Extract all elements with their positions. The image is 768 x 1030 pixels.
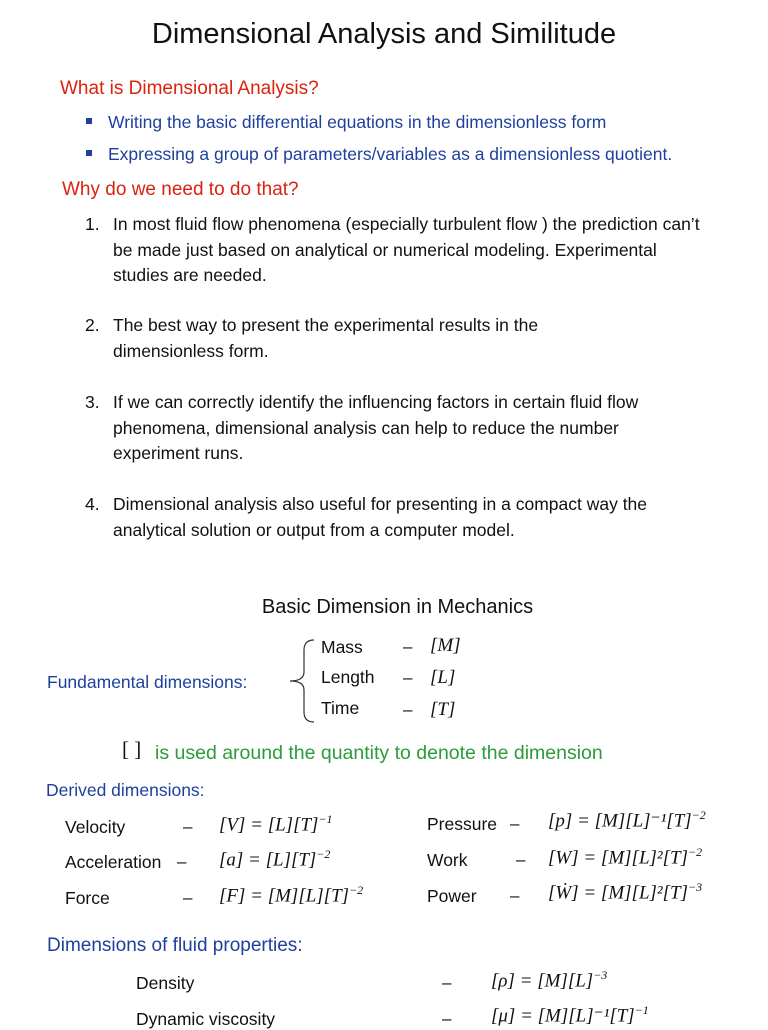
fundamental-name: Mass [321,637,363,657]
dash: – [510,886,520,905]
derived-name: Pressure [427,814,498,834]
dash: – [442,973,452,992]
derived-name: Acceleration [65,852,162,872]
fluid-formula: $[\rho] = [M][L]^{-3}$ [491,968,608,992]
fluid-heading: Dimensions of fluid properties: [47,935,303,956]
derived-name: Power [427,886,477,906]
bracket-glyph: [ ] [122,737,142,761]
derived-formula: $[a] = [L][T]^{-2}$ [219,847,331,871]
dimension-symbol: [M] [430,635,461,656]
list-item: 2. The best way to present the experimental results in the dimensionless form. [85,315,539,361]
basic-dimension-heading: Basic Dimension in Mechanics [261,596,534,618]
dash: – [510,814,520,833]
dimension-symbol: [T] [430,699,456,720]
derived-heading: Derived dimensions: [46,780,205,800]
dash: – [403,668,413,687]
what-is-heading: What is Dimensional Analysis? [60,78,319,99]
dash: – [183,817,193,836]
why-heading: Why do we need to do that? [62,179,299,200]
fundamental-name: Time [321,698,360,718]
bracket-note: is used around the quantity to denote the dimension [155,742,603,764]
fluid-name: Density [136,973,195,993]
bullet-item [108,144,672,165]
curly-brace-icon [286,638,316,724]
bullet-text: Writing the basic differential equations in the dimensionless form [108,112,607,132]
derived-formula: $[V] = [L][T]^{-1}$ [219,812,333,836]
bullet-text: Expressing a group of parameters/variables as a dimensionless quotient. [108,144,673,164]
list-item: 3. If we can correctly identify the influencing factors in certain fluid flow phenomena, dimensional analysis can help to reduce the number experiment runs. [85,392,639,463]
derived-name: Velocity [65,817,126,837]
derived-formula: $[W] = [M][L]^2[T]^{-2}$ [548,845,703,869]
bullet-item [108,112,606,133]
fundamental-label: Fundamental dimensions: [47,672,248,692]
dash: – [177,852,187,871]
square-bullet-icon [86,150,92,156]
list-item: 1. In most fluid flow phenomena (especially turbulent flow ) the prediction can’t be made just based on analytical or numerical modeling. Experimental studies are needed. [85,214,700,285]
dash: – [442,1009,452,1028]
derived-formula: $[p] = [M][L]^{-1}[T]^{-2}$ [548,808,706,832]
derived-name: Work [427,850,468,870]
dash: – [516,850,526,869]
dash: – [403,700,413,719]
dash: – [403,637,413,656]
fundamental-name: Length [321,667,375,687]
derived-formula: [Ẇ] = $[M][L]^2[T]^{-3}$ [548,880,703,904]
dash: – [183,888,193,907]
list-item: 4. Dimensional analysis also useful for presenting in a compact way the analytical solution or output from a computer model. [85,494,648,540]
derived-formula: $[F] = [M][L][T]^{-2}$ [219,883,364,907]
fluid-formula: $[\mu] = [M][L]^{-1}[T]^{-1}$ [491,1003,649,1027]
page-title: Dimensional Analysis and Similitude [151,18,617,50]
square-bullet-icon [86,118,92,124]
derived-name: Force [65,888,110,908]
fluid-name: Dynamic viscosity [136,1009,276,1029]
dimension-symbol: [L] [430,667,456,688]
